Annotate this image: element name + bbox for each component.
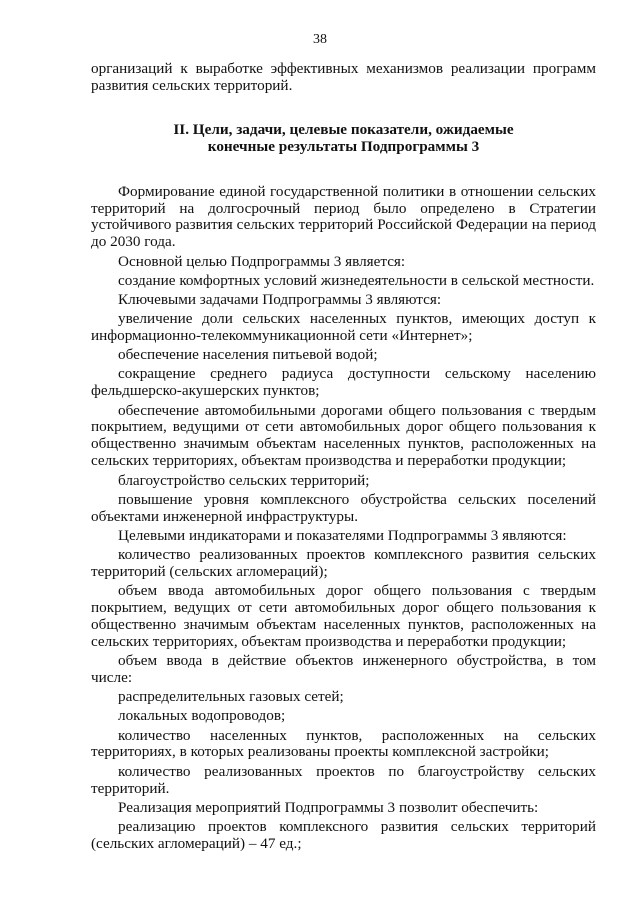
paragraph-indicator-roads: объем ввода автомобильных дорог общего пользования с твердым покрытием, ведущих от сети автомобильных дорог общего пользования к общественно значимым объектам населенных пунктов, расположенных на сельских территориях, объектам производства и переработки продукции;	[91, 582, 596, 650]
paragraph-indicator-engineering: объем ввода в действие объектов инженерного обустройства, в том числе:	[91, 652, 596, 686]
paragraph-tasks-intro: Ключевыми задачами Подпрограммы 3 являются:	[118, 290, 442, 308]
paragraph-task-improvement: благоустройство сельских территорий;	[118, 471, 370, 489]
paragraph-results-intro: Реализация мероприятий Подпрограммы 3 позволит обеспечить:	[118, 798, 539, 816]
paragraph-strategy: Формирование единой государственной политики в отношении сельских территорий на долгосрочный период было определено в Стратегии устойчивого развития сельских территорий Российской Федерации на период до 2030 года.	[91, 182, 596, 251]
paragraph-task-infrastructure: повышение уровня комплексного обустройства сельских поселений объектами инженерной инфраструктуры.	[91, 490, 596, 525]
section-heading-line-1: II. Цели, задачи, целевые показатели, ожидаемые	[173, 120, 514, 138]
paragraph-task-water: обеспечение населения питьевой водой;	[118, 346, 378, 364]
paragraph-result-projects: реализацию проектов комплексного развития сельских территорий (сельских агломераций) – 47 ед.;	[91, 817, 596, 852]
paragraph-indicator-water: локальных водопроводов;	[118, 707, 286, 725]
paragraph-goal-intro: Основной целью Подпрограммы 3 является:	[118, 252, 406, 270]
intro-paragraph: организаций к выработке эффективных механизмов реализации программ развития сельских территорий.	[91, 60, 596, 94]
paragraph-task-medical: сокращение среднего радиуса доступности сельскому населению фельдшерско-акушерских пунктов;	[91, 365, 596, 400]
paragraph-task-internet: увеличение доли сельских населенных пунктов, имеющих доступ к информационно-телекоммуникационной сети «Интернет»;	[91, 310, 596, 345]
document-body	[91, 61, 596, 853]
paragraph-goal: создание комфортных условий жизнедеятельности в сельской местности.	[118, 271, 595, 289]
section-heading-line-2: конечные результаты Подпрограммы 3	[207, 137, 480, 155]
paragraph-indicator-gas: распределительных газовых сетей;	[118, 688, 344, 706]
paragraph-indicators-intro: Целевыми индикаторами и показателями Подпрограммы 3 являются:	[118, 526, 567, 544]
page-number: 38	[313, 32, 327, 47]
paragraph-indicator-projects: количество реализованных проектов комплексного развития сельских территорий (сельских агломераций);	[91, 546, 596, 580]
paragraph-task-roads: обеспечение автомобильными дорогами общего пользования с твердым покрытием, ведущими от сети автомобильных дорог общего пользования к общественно значимым объектам населенных пунктов, расположенных на сельских территориях, объектам производства и переработки продукции;	[91, 401, 596, 470]
paragraph-indicator-improvement: количество реализованных проектов по благоустройству сельских территорий.	[91, 762, 596, 797]
paragraph-indicator-settlements: количество населенных пунктов, расположенных на сельских территориях, в которых реализованы проекты комплексной застройки;	[91, 726, 596, 761]
